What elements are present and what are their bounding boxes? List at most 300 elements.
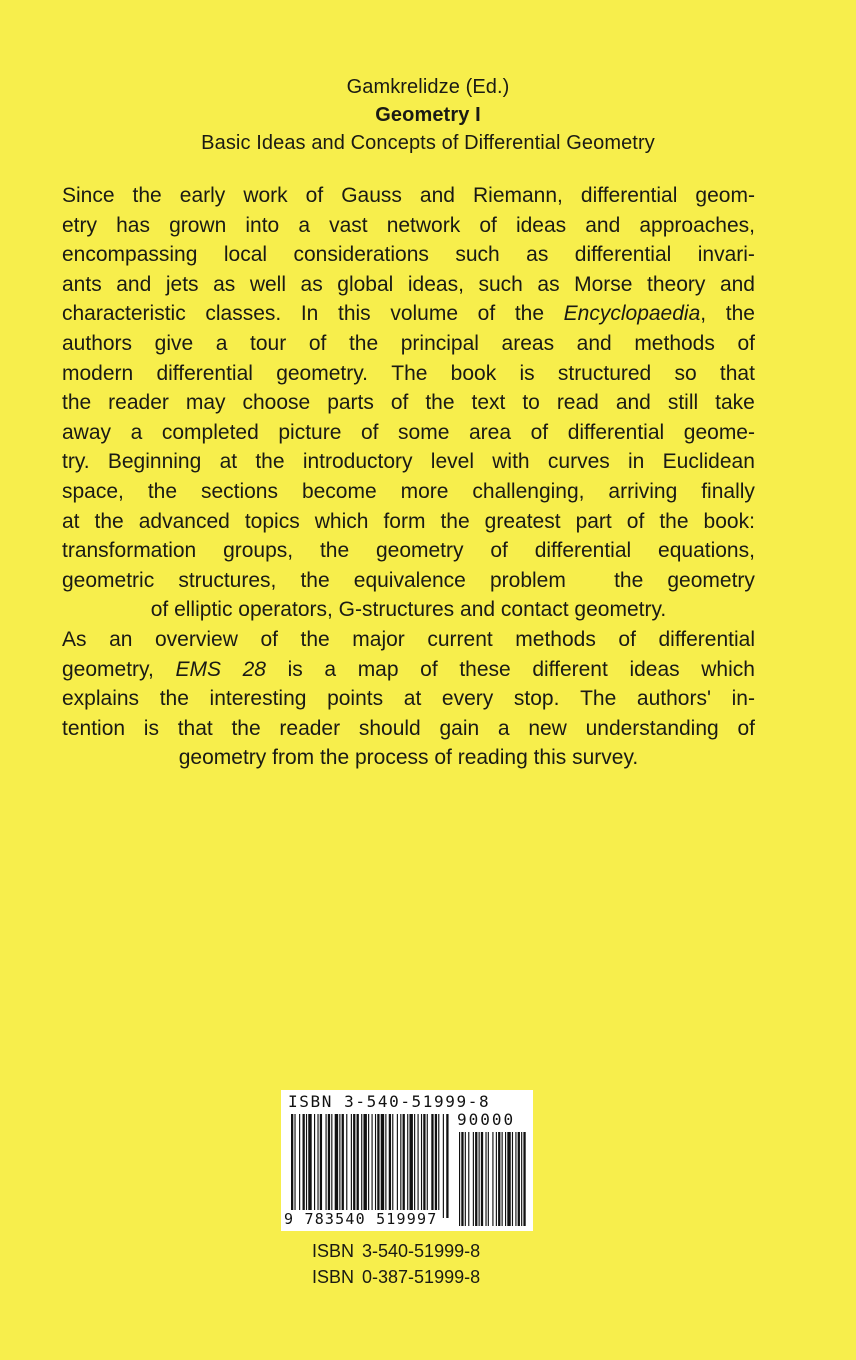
blurb-word: Morse (574, 272, 633, 296)
blurb-word: book: (703, 509, 755, 533)
blurb-word: area (468, 420, 512, 444)
blurb-word: modern (62, 361, 134, 385)
blurb-word: network (386, 213, 461, 237)
blurb-word: the (319, 539, 350, 563)
blurb-word: The (391, 361, 428, 385)
blurb-word: differential (580, 184, 678, 207)
blurb-word (358, 655, 399, 685)
blurb-word: of (618, 627, 636, 651)
blurb-word: ideas (515, 213, 567, 237)
blurb-word: reader (108, 391, 169, 415)
barcode-bar (403, 1114, 405, 1210)
blurb-word: these (459, 657, 511, 681)
blurb-word: space, (62, 479, 124, 503)
blurb-word: interesting (209, 687, 307, 711)
book-subtitle: Basic Ideas and Concepts of Differential Geometry (201, 132, 655, 154)
blurb-word: volume (390, 302, 459, 326)
blurb-word (532, 655, 608, 685)
blurb-word: tention (62, 716, 126, 740)
barcode-bar (397, 1114, 398, 1210)
barcode-bar (418, 1114, 419, 1210)
blurb-word: map (357, 657, 399, 681)
blurb-word: this (338, 302, 371, 326)
blurb-word: still (667, 391, 699, 415)
barcode-bar (385, 1114, 386, 1210)
blurb-word: differential (534, 539, 632, 563)
blurb-word: away (62, 420, 112, 444)
blurb-word: try. (62, 450, 90, 474)
blurb-word: which (314, 509, 369, 533)
blurb-word: advanced (138, 509, 230, 533)
blurb-word: as (526, 243, 549, 267)
blurb-word: of (626, 509, 645, 533)
blurb-word: tour (250, 331, 287, 355)
barcode-addon-bar (488, 1132, 489, 1226)
italic-term: Encyclopaedia (563, 302, 701, 326)
blurb-word: has (116, 213, 150, 237)
barcode-addon-bar (479, 1132, 480, 1226)
blurb-word: is (143, 716, 159, 740)
barcode-bar (389, 1114, 391, 1210)
barcode-addon-bar (523, 1132, 525, 1226)
barcode-bar (357, 1114, 359, 1210)
blurb-line (62, 270, 755, 300)
blurb-word: completed (161, 420, 259, 444)
barcode-addon-bar (505, 1132, 506, 1226)
blurb-word: level (430, 450, 474, 474)
blurb-word: and (419, 184, 455, 207)
blurb-word (175, 655, 221, 685)
blurb-word: considerations (293, 243, 429, 267)
blurb-word: differential (567, 420, 665, 444)
blurb-word: become (301, 479, 377, 503)
barcode-bar (291, 1114, 293, 1218)
blurb-word: of (530, 420, 549, 444)
blurb-word: such (478, 272, 523, 296)
blurb-line (62, 714, 755, 744)
blurb-word: reader (279, 716, 341, 740)
blurb-line (62, 655, 755, 685)
blurb-line (62, 447, 755, 477)
blurb-line (62, 507, 755, 537)
blurb-word: of (737, 716, 755, 740)
barcode-bar (421, 1114, 422, 1210)
blurb-word: areas (501, 331, 555, 355)
isbn-label: ISBN (312, 1241, 355, 1261)
blurb-word (62, 655, 154, 685)
blurb-fragment: geometry from the process of reading this survey. (178, 746, 639, 770)
blurb-word: in (628, 450, 645, 474)
blurb-word: the (300, 568, 330, 592)
barcode-bar (342, 1114, 344, 1210)
barcode-bar (427, 1114, 428, 1210)
blurb-word: take (715, 391, 755, 415)
blurb-word: parts (327, 391, 374, 415)
blurb-word: with (492, 450, 530, 474)
blurb-word: at (62, 509, 80, 533)
blurb-word: of (490, 539, 508, 563)
blurb-word: text (471, 391, 506, 415)
barcode-bar (346, 1114, 347, 1210)
barcode-bar (400, 1114, 401, 1210)
barcode-bar (431, 1114, 433, 1210)
barcode-addon-bar (461, 1132, 463, 1226)
blurb-word: geometry (375, 539, 464, 563)
barcode-addon-bar (521, 1132, 522, 1226)
blurb-word: a (298, 213, 310, 237)
isbn-line (312, 1238, 480, 1264)
blurb-word: more (400, 479, 449, 503)
barcode-addon-bar (498, 1132, 500, 1226)
barcode-addon-bar (481, 1132, 483, 1226)
barcode-bar (361, 1114, 362, 1210)
barcode-addon-bar (473, 1132, 474, 1226)
blurb-line (62, 536, 755, 566)
blurb-word: of (477, 302, 496, 326)
blurb-word: the (659, 509, 689, 533)
barcode-bar (438, 1114, 439, 1210)
barcode-bar (446, 1114, 448, 1218)
barcode-addon-bar (492, 1132, 493, 1226)
blurb-word: equivalence (353, 568, 466, 592)
blurb-word: understanding (585, 716, 719, 740)
blurb-line (62, 418, 755, 448)
blurb-word: approaches, (639, 213, 755, 237)
barcode-bar (414, 1114, 415, 1210)
blurb-word: choose (242, 391, 311, 415)
blurb-word: ants (62, 272, 102, 296)
blurb-word (243, 655, 266, 685)
barcode-bar (392, 1114, 393, 1210)
blurb-word (62, 299, 186, 329)
blurb-word: of (260, 627, 278, 651)
barcode-bar (299, 1114, 300, 1210)
blurb-word: Euclidean (662, 450, 755, 474)
barcode-bar (328, 1114, 330, 1210)
blurb-word: the (231, 716, 261, 740)
blurb-word: methods (515, 627, 596, 651)
barcode-addon-bar (515, 1132, 516, 1226)
blurb-word: vast (329, 213, 368, 237)
blurb-word (288, 655, 303, 685)
blurb-word: picture (278, 420, 342, 444)
blurb-word: that (719, 361, 755, 385)
blurb-word: the (255, 450, 285, 474)
blurb-word: give (154, 331, 194, 355)
blurb-word: challenging, (472, 479, 585, 503)
blurb-word: and (116, 272, 152, 296)
barcode-bar (303, 1114, 305, 1210)
blurb-line (62, 211, 755, 241)
blurb-line (62, 566, 755, 596)
isbn-line (312, 1264, 480, 1290)
blurb-word: geometric (62, 568, 155, 592)
barcode-bar (368, 1114, 369, 1218)
blurb-word: major (352, 627, 405, 651)
editor-line: Gamkrelidze (Ed.) (346, 76, 510, 98)
blurb-word: As (62, 627, 87, 651)
barcode (281, 1090, 533, 1231)
blurb-line (62, 743, 755, 773)
blurb-word (205, 299, 281, 329)
blurb-word: work (243, 184, 288, 207)
blurb-word (420, 655, 438, 685)
isbn-number: 0-387-51999-8 (362, 1267, 481, 1287)
blurb-word: that (177, 716, 213, 740)
barcode-addon-bar (468, 1132, 469, 1226)
barcode-bar (363, 1114, 366, 1210)
blurb-fragment: of elliptic operators, G-structures and contact geometry. (150, 598, 667, 622)
barcode-bar (308, 1114, 311, 1210)
blurb-word: a (497, 716, 510, 740)
blurb-word: structured (557, 361, 652, 385)
barcode-bar (377, 1114, 379, 1210)
blurb-word: stop. (513, 687, 560, 711)
blurb-word: a (324, 657, 337, 681)
blurb-word: current (427, 627, 493, 651)
blurb-word: at (219, 450, 238, 474)
blurb-word (564, 299, 706, 329)
barcode-addon-bar (507, 1132, 510, 1226)
blurb-word: , (700, 302, 707, 326)
blurb-word: the (132, 184, 162, 207)
blurb-word: methods (634, 331, 715, 355)
blurb-word: explains (62, 687, 140, 711)
blurb-word (324, 655, 336, 685)
barcode-bar (317, 1114, 318, 1210)
blurb-line (62, 240, 755, 270)
blurb-word: of (360, 420, 379, 444)
blurb-word: equations, (658, 539, 755, 563)
barcode-bar (423, 1114, 425, 1210)
blurb-word: the (514, 302, 545, 326)
barcode-bar (335, 1114, 338, 1210)
blurb-word (629, 655, 679, 685)
blurb-word: differential (156, 361, 253, 385)
blurb-word: groups, (223, 539, 294, 563)
blurb-word: the (725, 302, 755, 326)
italic-term: 28 (242, 657, 266, 681)
blurb-word: transformation (62, 539, 197, 563)
blurb-word: so (674, 361, 697, 385)
blurb-line (62, 477, 755, 507)
isbn-list (312, 1238, 480, 1290)
blurb-word: jets (165, 272, 199, 296)
blurb-word: is (519, 361, 535, 385)
blurb-word: invari- (697, 243, 755, 267)
cover-header (0, 73, 856, 157)
barcode-bar (306, 1114, 307, 1210)
barcode-addon-bar (459, 1132, 460, 1226)
blurb-word (726, 299, 755, 329)
blurb-word: the (62, 391, 92, 415)
blurb-word: of (479, 213, 497, 237)
blurb-word: geometry. (276, 361, 369, 385)
barcode-bar (409, 1114, 412, 1210)
blurb-word: curves (547, 450, 610, 474)
blurb-word: and (615, 391, 651, 415)
blurb-word: of (737, 331, 755, 355)
blurb-word: part (575, 509, 612, 533)
blurb-line (62, 359, 755, 389)
barcode-bar (339, 1114, 340, 1210)
isbn-label: ISBN (312, 1267, 355, 1287)
barcode-ean-digits: 9 783540 519997 (284, 1210, 438, 1228)
barcode-bar (320, 1114, 322, 1210)
blurb-word: and (576, 331, 612, 355)
blurb-word: and (585, 213, 621, 237)
blurb-word: The (580, 687, 617, 711)
blurb-word: topics (244, 509, 300, 533)
blurb-word: the (440, 509, 470, 533)
barcode-addon-bar (475, 1132, 477, 1226)
barcode-bar (331, 1114, 332, 1210)
blurb-word: some (398, 420, 450, 444)
barcode-addon-digits: 90000 (457, 1110, 516, 1129)
blurb-word: structures, (178, 568, 277, 592)
blurb-word: gain (439, 716, 480, 740)
barcode-bar (314, 1114, 315, 1210)
blurb-word: characteristic (62, 302, 186, 326)
blurb-word: book (450, 361, 497, 385)
blurb-word: the (300, 627, 330, 651)
blurb-word: the (159, 687, 189, 711)
blurb-word: differential (574, 243, 672, 267)
blurb-word (478, 299, 496, 329)
blurb-word: differential (658, 627, 755, 651)
blurb-word: ideas, (407, 272, 464, 296)
barcode-bar (375, 1114, 376, 1210)
blurb-word: and (719, 272, 755, 296)
isbn-number: 3-540-51999-8 (362, 1241, 481, 1261)
blurb-text (62, 181, 755, 773)
italic-term: EMS (175, 657, 221, 681)
blurb-word: different (532, 657, 608, 681)
blurb-word: global (337, 272, 394, 296)
blurb-line (62, 684, 755, 714)
blurb-line (62, 181, 755, 211)
blurb-word: of (305, 184, 324, 207)
barcode-bar (351, 1114, 352, 1210)
blurb-word: as (213, 272, 236, 296)
blurb-line (62, 595, 755, 625)
blurb-word: overview (155, 627, 238, 651)
barcode-bar (326, 1114, 327, 1210)
blurb-word: arriving (608, 479, 678, 503)
blurb-word: Gauss (341, 184, 402, 207)
blurb-word (338, 299, 371, 329)
blurb-word: which (701, 657, 755, 681)
blurb-word: authors' (636, 687, 711, 711)
blurb-word: introductory (302, 450, 413, 474)
book-title: Geometry I (375, 104, 481, 126)
barcode-bar (294, 1114, 295, 1218)
blurb-word: a (130, 420, 143, 444)
blurb-word (459, 655, 510, 685)
blurb-word: encompassing (62, 243, 198, 267)
blurb-word: classes. (205, 302, 282, 326)
blurb-word (301, 299, 319, 329)
blurb-word: Riemann, (472, 184, 563, 207)
blurb-word: In (300, 302, 319, 326)
barcode-bar (435, 1114, 437, 1210)
barcode-bar (381, 1114, 384, 1210)
blurb-word: finally (701, 479, 755, 503)
blurb-word: to (522, 391, 540, 415)
blurb-word: principal (400, 331, 479, 355)
blurb-word: grown (169, 213, 227, 237)
blurb-word: the (614, 568, 644, 592)
blurb-word: in- (731, 687, 755, 711)
blurb-word: the (147, 479, 178, 503)
blurb-word: geometry (667, 568, 755, 592)
blurb-word: every (441, 687, 494, 711)
blurb-line (62, 329, 755, 359)
blurb-word: Beginning (107, 450, 202, 474)
blurb-word: greatest (484, 509, 561, 533)
barcode-addon-bar (502, 1132, 503, 1226)
blurb-word: as (300, 272, 323, 296)
blurb-word: new (528, 716, 567, 740)
blurb-word: read (556, 391, 599, 415)
blurb-word: geometry, (62, 657, 154, 681)
blurb-line (62, 388, 755, 418)
blurb-word: a (215, 331, 228, 355)
barcode-addon-bar (496, 1132, 497, 1226)
blurb-word: of (390, 391, 409, 415)
barcode-addon-bar (465, 1132, 466, 1226)
blurb-word: early (179, 184, 226, 207)
blurb-word: authors (62, 331, 133, 355)
blurb-line (62, 625, 755, 655)
blurb-word: at (403, 687, 422, 711)
barcode-bar (353, 1114, 355, 1210)
barcode-addon-bar (518, 1132, 520, 1226)
barcode-addon-bar (485, 1132, 486, 1226)
blurb-word: is (287, 657, 303, 681)
blurb-word: should (358, 716, 421, 740)
blurb-word: the (425, 391, 455, 415)
blurb-word (701, 655, 755, 685)
blurb-word: the (348, 331, 379, 355)
blurb-word: an (109, 627, 133, 651)
barcode-bar (443, 1114, 444, 1218)
blurb-word: etry (62, 213, 98, 237)
blurb-word: such (455, 243, 500, 267)
blurb-word: sections (200, 479, 278, 503)
blurb-word: as (537, 272, 560, 296)
blurb-word: form (383, 509, 426, 533)
blurb-line (62, 299, 755, 329)
blurb-word: well (249, 272, 286, 296)
blurb-word: the (94, 509, 124, 533)
blurb-word: of (420, 657, 438, 681)
blurb-word: local (223, 243, 268, 267)
barcode-isbn-text: ISBN 3-540-51999-8 (288, 1092, 491, 1111)
barcode-bar (372, 1114, 373, 1210)
blurb-word: into (245, 213, 280, 237)
blurb-word: points (327, 687, 384, 711)
blurb-word: of (308, 331, 327, 355)
blurb-word: ideas (629, 657, 680, 681)
blurb-word: may (185, 391, 226, 415)
blurb-word: theory (647, 272, 706, 296)
blurb-word: geome- (683, 420, 755, 444)
blurb-word (515, 299, 544, 329)
blurb-word: Since (62, 184, 115, 207)
blurb-word: geom- (695, 184, 755, 207)
blurb-word: problem (489, 568, 566, 592)
